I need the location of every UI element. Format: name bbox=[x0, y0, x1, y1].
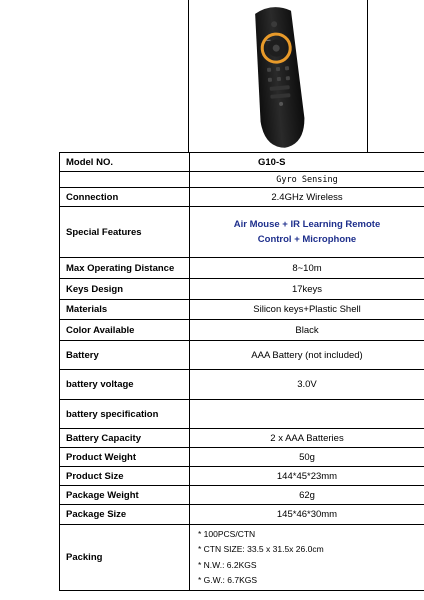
packing-line: * N.W.: 6.2KGS bbox=[198, 559, 257, 570]
table-row bbox=[60, 172, 424, 188]
spec-value: 2.4GHz Wireless bbox=[190, 188, 424, 207]
feature-line: Control + Microphone bbox=[257, 234, 357, 245]
spec-key: Connection bbox=[60, 188, 190, 207]
table-row bbox=[60, 370, 424, 400]
spec-key: Model NO. bbox=[60, 153, 190, 172]
spec-value: Silicon keys+Plastic Shell bbox=[190, 300, 424, 320]
spec-key: battery specification bbox=[60, 400, 190, 429]
spec-value: AAA Battery (not included) bbox=[190, 341, 424, 370]
spec-key: Color Available bbox=[60, 320, 190, 341]
spec-table bbox=[59, 152, 424, 591]
spec-key: Package Weight bbox=[60, 486, 190, 505]
spec-key: Special Features bbox=[60, 207, 190, 258]
spec-key: Packing bbox=[60, 525, 190, 591]
spec-value: G10-S bbox=[190, 153, 424, 172]
spec-key: Battery Capacity bbox=[60, 429, 190, 448]
table-row bbox=[60, 467, 424, 486]
packing-line: * G.W.: 6.7KGS bbox=[198, 575, 258, 585]
spec-value bbox=[190, 207, 424, 258]
product-photo-frame bbox=[188, 0, 368, 152]
spec-key: Package Size bbox=[60, 505, 190, 525]
spec-value: 8~10m bbox=[190, 258, 424, 279]
table-row bbox=[60, 300, 424, 320]
spec-value: 145*46*30mm bbox=[190, 505, 424, 525]
spec-key: battery voltage bbox=[60, 370, 190, 400]
table-row bbox=[60, 448, 424, 467]
table-row bbox=[60, 429, 424, 448]
spec-key: Battery bbox=[60, 341, 190, 370]
table-row bbox=[60, 207, 424, 258]
spec-key: Product Weight bbox=[60, 448, 190, 467]
spec-value: 17keys bbox=[190, 279, 424, 300]
remote-control-photo bbox=[189, 0, 367, 152]
feature-line: Air Mouse + IR Learning Remote bbox=[233, 219, 381, 230]
spec-value bbox=[190, 525, 424, 591]
table-row bbox=[60, 153, 424, 172]
table-row bbox=[60, 486, 424, 505]
table-row bbox=[60, 258, 424, 279]
table-row bbox=[60, 400, 424, 429]
packing-line: * 100PCS/CTN bbox=[198, 528, 256, 539]
packing-line: * CTN SIZE: 33.5 x 31.5x 26.0cm bbox=[198, 544, 324, 554]
table-row bbox=[60, 505, 424, 525]
spec-value: 50g bbox=[190, 448, 424, 467]
spec-value bbox=[190, 400, 424, 429]
spec-key: Keys Design bbox=[60, 279, 190, 300]
table-row bbox=[60, 188, 424, 207]
spec-key: Product Size bbox=[60, 467, 190, 486]
spec-value: Black bbox=[190, 320, 424, 341]
spec-value: 3.0V bbox=[190, 370, 424, 400]
spec-value: 2 x AAA Batteries bbox=[190, 429, 424, 448]
spec-key: Max Operating Distance bbox=[60, 258, 190, 279]
spec-key: Materials bbox=[60, 300, 190, 320]
spec-value: 62g bbox=[190, 486, 424, 505]
table-row bbox=[60, 525, 424, 591]
table-row bbox=[60, 320, 424, 341]
table-row bbox=[60, 279, 424, 300]
spec-value: Gyro Sensing bbox=[190, 172, 424, 188]
table-row bbox=[60, 341, 424, 370]
spec-value: 144*45*23mm bbox=[190, 467, 424, 486]
spec-key bbox=[60, 172, 190, 188]
